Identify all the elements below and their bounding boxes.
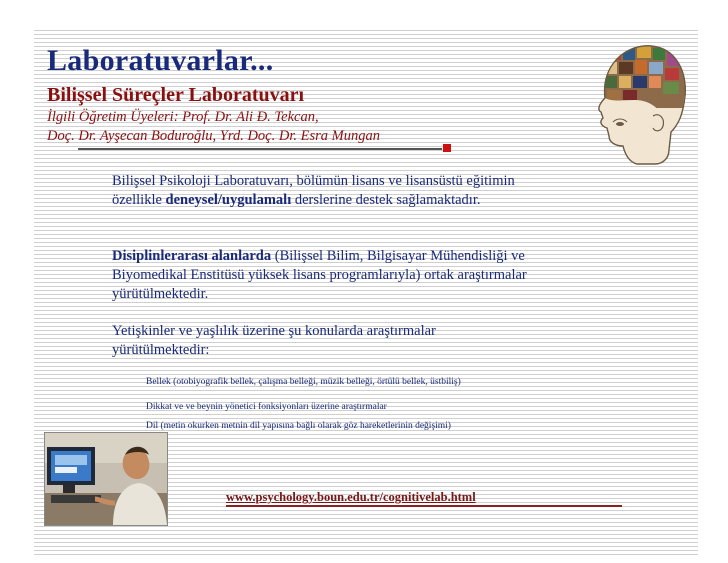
paragraph-support-end: derslerine destek sağlamaktadır. — [291, 192, 481, 208]
paragraph-interdisciplinary — [112, 247, 532, 304]
divider-line — [78, 148, 442, 150]
topic-item-memory: Bellek (otobiyografik bellek, çalışma belleği, müzik belleği, örtülü bellek, üstbiliş) — [146, 377, 461, 387]
paragraph-interdisciplinary-emphasis: Disiplinlerarası alanlarda — [112, 248, 272, 264]
paragraph-research-topics: Yetişkinler ve yaşlılık üzerine şu konularda araştırmalar yürütülmektedir: — [112, 323, 436, 358]
red-square-marker — [443, 144, 451, 152]
faculty-line-1: İlgili Öğretim Üyeleri: Prof. Dr. Ali Đ. Tekcan, — [47, 109, 319, 125]
faculty-line-2: Doç. Dr. Ayşecan Boduroğlu, Yrd. Doç. Dr. Esra Mungan — [47, 128, 380, 144]
lab-website-link[interactable]: www.psychology.boun.edu.tr/cognitivelab.html — [226, 490, 476, 504]
topic-item-attention: Dikkat ve ve beynin yönetici fonksiyonları üzerine araştırmalar — [146, 402, 387, 412]
paragraph-interdisciplinary-text: (Bilişsel Bilim, Bilgisayar Mühendisliği ve Biyomedikal Enstitüsü yüksek lisans programlarıyla) ortak araştırmalar yürütülmektedir. — [112, 248, 527, 302]
phrenology-head-image — [587, 38, 691, 168]
paragraph-support-text: Bilişsel Psikoloji Laboratuvarı, bölümün lisans ve lisansüstü eğitimin özellikle — [112, 173, 515, 208]
lab-name: Bilişsel Süreçler Laboratuvarı — [47, 84, 305, 106]
topic-item-language: Dil (metin okurken metnin dil yapısına bağlı olarak göz hareketlerinin değişimi) — [146, 421, 451, 431]
paragraph-support — [112, 172, 532, 210]
link-underline-rule — [226, 505, 622, 507]
paragraph-support-emphasis: deneysel/uygulamalı — [165, 192, 292, 208]
faculty-members — [47, 108, 467, 146]
slide-title: Laboratuvarlar... — [47, 44, 274, 77]
eye-tracking-lab-photo — [44, 432, 168, 526]
